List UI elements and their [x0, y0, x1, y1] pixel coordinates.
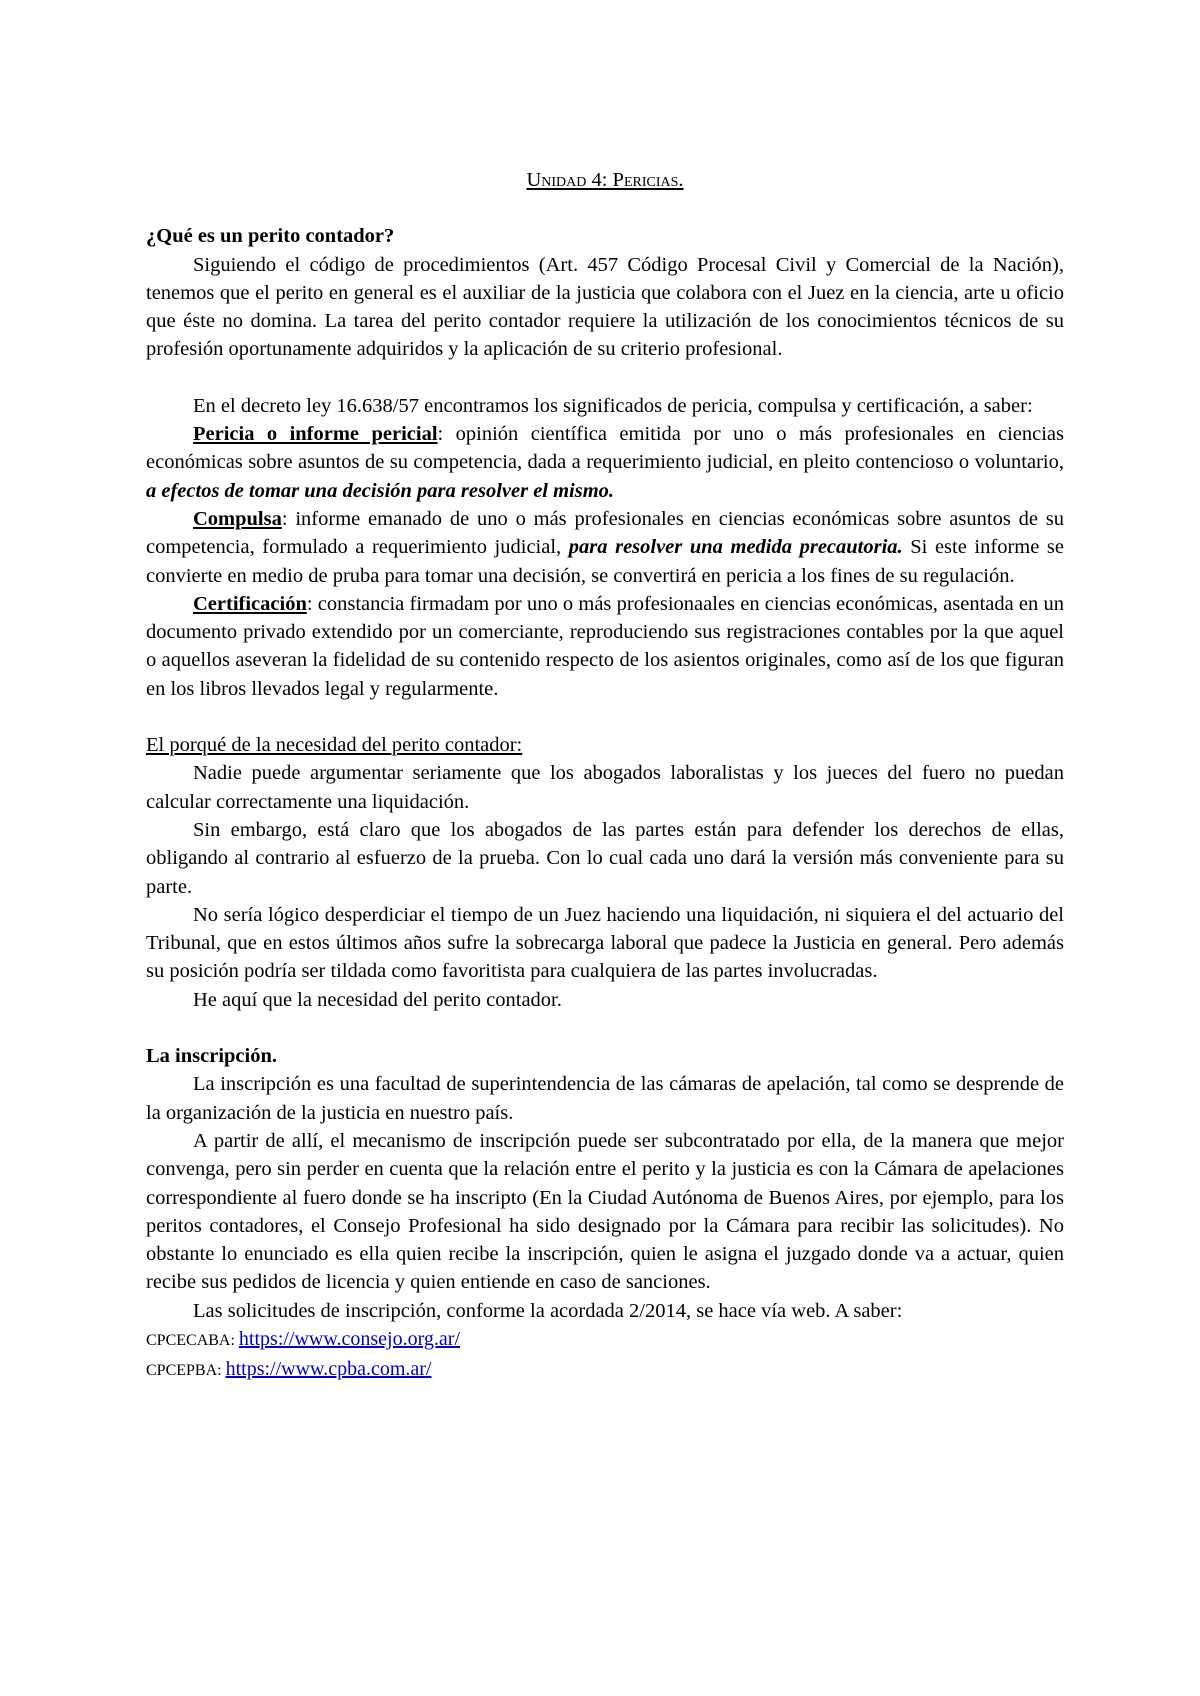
paragraph-necesidad-3: No sería lógico desperdiciar el tiempo de un Juez haciendo una liquidación, ni siquiera el del actuario del Tribunal, que en estos últimos años sufre la sobrecarga laboral que padece la Justicia en general. Pero además su posición podría ser tildada como favoritista para cualquiera de las partes involucradas. — [146, 903, 1064, 983]
definition-pericia-emphasis: a efectos de tomar una decisión para resolver el mismo. — [146, 479, 615, 502]
section-heading-necesidad: El porqué de la necesidad del perito contador: — [146, 734, 523, 757]
definition-certificacion — [146, 590, 1064, 703]
definition-pericia — [146, 420, 1064, 505]
section-heading-perito: ¿Qué es un perito contador? — [146, 225, 395, 248]
term-compulsa: Compulsa — [193, 507, 282, 530]
definition-compulsa-text: : informe emanado de uno o más profesionales en ciencias económicas sobre asuntos de su competencia, formulado a requerimiento judicial, — [146, 507, 1064, 559]
term-pericia: Pericia o informe pericial — [193, 423, 438, 446]
link-line-cpcepba — [146, 1355, 1064, 1385]
link-label-cpcepba: CPCEPBA: — [146, 1362, 226, 1380]
section-heading-inscripcion: La inscripción. — [146, 1045, 277, 1068]
link-cpcepba[interactable]: https://www.cpba.com.ar/ — [225, 1358, 432, 1381]
link-line-cpcecaba — [146, 1325, 1064, 1355]
document-page — [146, 166, 1064, 1386]
link-label-cpcecaba: CPCECABA: — [146, 1331, 239, 1349]
definition-compulsa — [146, 505, 1064, 590]
paragraph-decreto: En el decreto ley 16.638/57 encontramos los significados de pericia, compulsa y certificación, a saber: — [193, 394, 1033, 417]
page-title: Unidad 4: Pericias. — [526, 169, 684, 191]
definition-compulsa-tail: Si este informe se convierte en medio de pruba para tomar una decisión, se convertirá en pericia a los fines de su regulación. — [146, 536, 1064, 587]
paragraph-necesidad-2: Sin embargo, está claro que los abogados de las partes están para defender los derechos de ellas, obligando al contrario al esfuerzo de la prueba. Con lo cual cada uno dará la versión más conveniente para su parte. — [146, 818, 1064, 898]
blank-line — [146, 703, 1064, 731]
definition-certificacion-text: : constancia firmadam por uno o más profesionaales en ciencias económicas, asentada en un documento privado extendido por un comerciante, reproduciendo sus registraciones contables por la que aquel o aquellos aseveran la fidelidad de su contenido respecto de los asientos originales, como así de los que figuran en los libros llevados legal y regularmente. — [146, 592, 1064, 700]
paragraph-inscripcion-1: La inscripción es una facultad de superintendencia de las cámaras de apelación, tal como se desprende de la organización de la justicia en nuestro país. — [146, 1073, 1064, 1124]
link-cpcecaba[interactable]: https://www.consejo.org.ar/ — [238, 1327, 461, 1350]
paragraph-necesidad-4: He aquí que la necesidad del perito contador. — [193, 988, 562, 1011]
paragraph-definicion: Siguiendo el código de procedimientos (Art. 457 Código Procesal Civil y Comercial de la Nación), tenemos que el perito en general es el auxiliar de la justicia que colabora con el Juez en la ciencia, arte u oficio que éste no domina. La tarea del perito contador requiere la utilización de los conocimientos técnicos de su profesión oportunamente adquiridos y la aplicación de su criterio profesional. — [146, 253, 1064, 361]
blank-line — [146, 364, 1064, 392]
paragraph-inscripcion-3: Las solicitudes de inscripción, conforme la acordada 2/2014, se hace vía web. A saber: — [193, 1299, 903, 1322]
paragraph-necesidad-1: Nadie puede argumentar seriamente que los abogados laboralistas y los jueces del fuero no puedan calcular correctamente una liquidación. — [146, 762, 1064, 813]
definition-compulsa-emphasis: para resolver una medida precautoria. — [568, 536, 903, 559]
term-certificacion: Certificación — [193, 592, 307, 615]
blank-line — [146, 1014, 1064, 1042]
paragraph-inscripcion-2: A partir de allí, el mecanismo de inscripción puede ser subcontratado por ella, de la manera que mejor convenga, pero sin perder en cuenta que la relación entre el perito y la justicia es con la Cámara de apelaciones correspondiente al fuero donde se ha inscripto (En la Ciudad Autónoma de Buenos Aires, por ejemplo, para los peritos contadores, el Consejo Profesional ha sido designado por la Cámara para recibir las solicitudes). No obstante lo enunciado es ella quien recibe la inscripción, quien le asigna el juzgado donde va a actuar, quien recibe sus pedidos de licencia y quien entiende en caso de sanciones. — [146, 1129, 1064, 1294]
definition-pericia-text: : opinión científica emitida por uno o más profesionales en ciencias económicas sobre asuntos de su competencia, dada a requerimiento judicial, en pleito contencioso o voluntario, — [146, 423, 1064, 474]
